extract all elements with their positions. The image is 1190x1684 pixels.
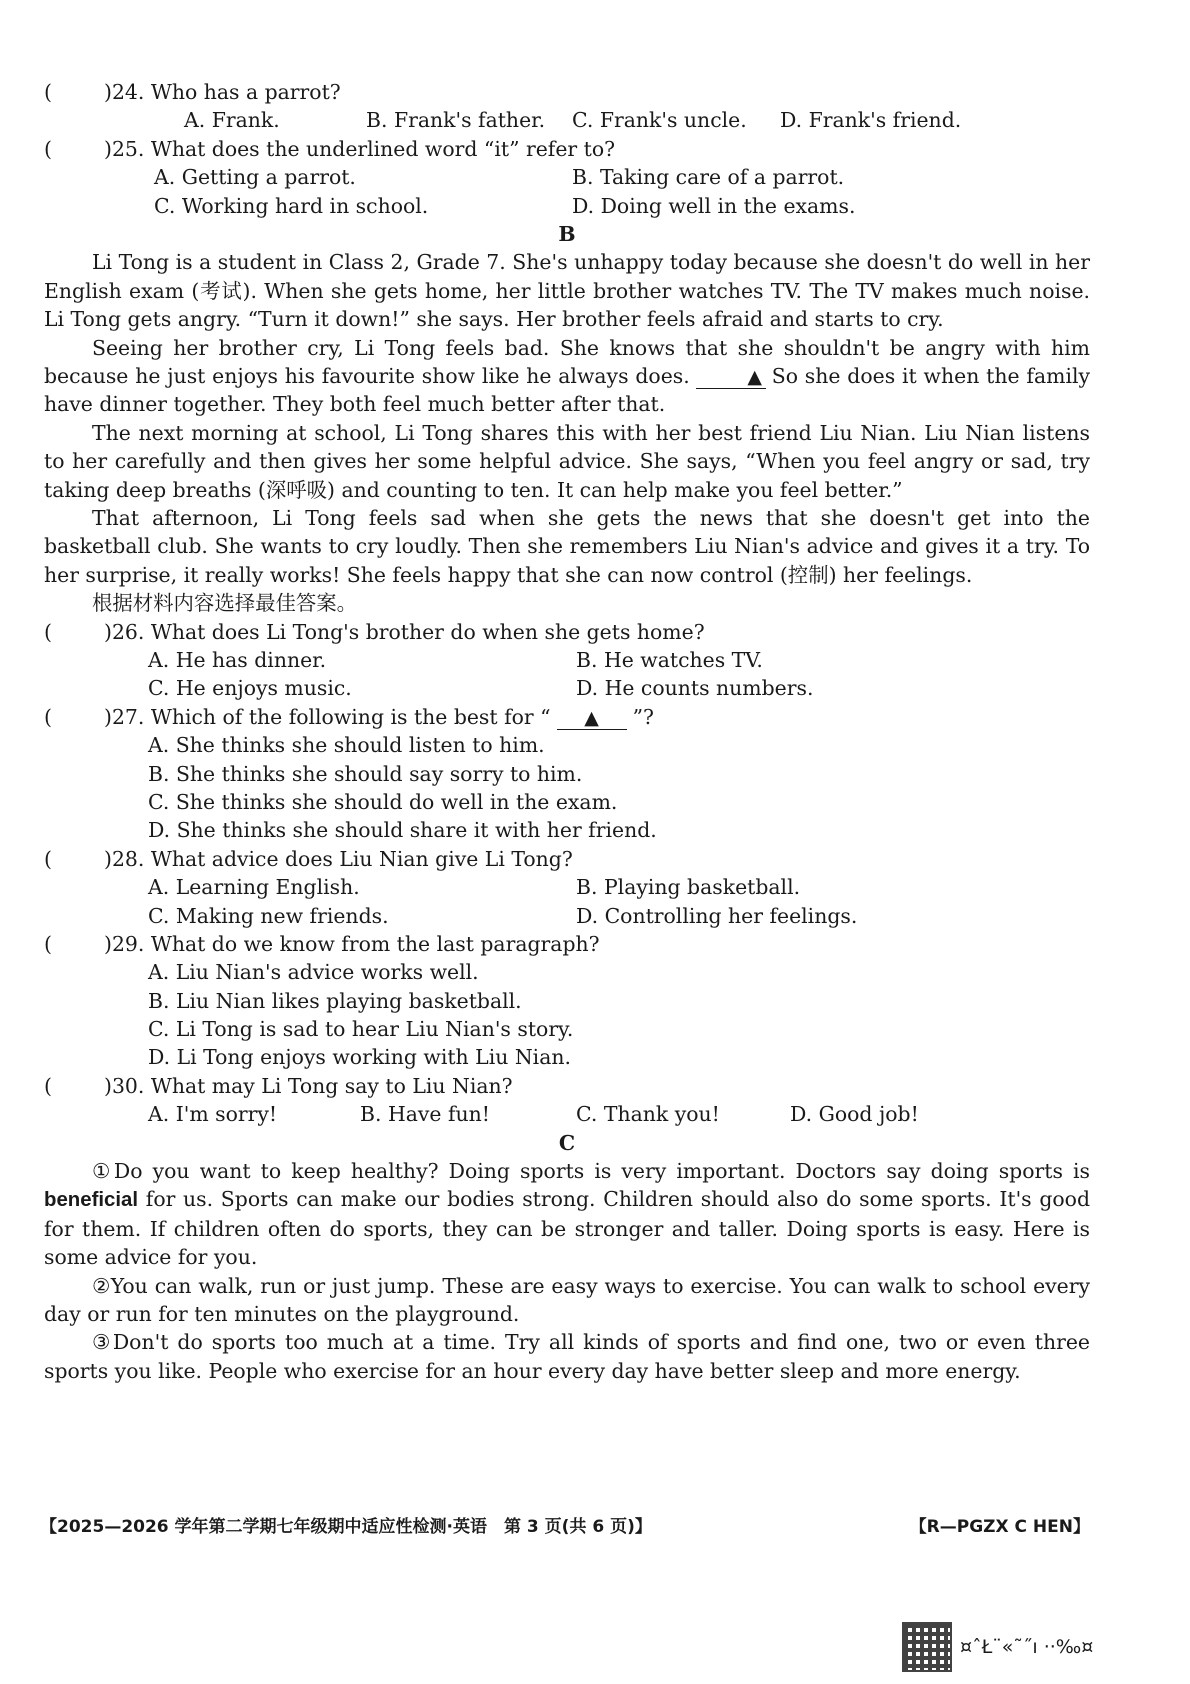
option-d: D. She thinks she should share it with her friend. bbox=[148, 818, 657, 843]
section-heading-b: B bbox=[558, 221, 576, 246]
paragraph-text: ①Do you want to keep healthy? Doing sports is very important. Doctors say doing sports is bbox=[92, 1159, 1090, 1184]
option-d: D. Good job! bbox=[790, 1102, 919, 1127]
footer-code: 【R—PGZX C HEN】 bbox=[909, 1517, 1090, 1537]
option-c: C. Working hard in school. bbox=[154, 193, 429, 218]
footer-title: 【2025—2026 学年第二学期七年级期中适应性检测·英语 第 3 页(共 6 页)】 bbox=[40, 1517, 652, 1537]
option-a: A. Learning English. bbox=[148, 875, 360, 900]
options-24 bbox=[44, 106, 1090, 134]
option-b: B. He watches TV. bbox=[576, 648, 763, 672]
passage-b-paragraph-1: Li Tong is a student in Class 2, Grade 7. She's unhappy today because she doesn't do well in her English exam (考试). When she gets home, her little brother watches TV. The TV makes much noise. Li Tong gets angry. “Turn it down!” she says. Her brother feels afraid and starts to cry. bbox=[44, 250, 1090, 332]
question-28 bbox=[44, 845, 1090, 873]
question-stem: )26. What does Li Tong's brother do when she gets home? bbox=[104, 619, 705, 644]
question-stem: )28. What advice does Liu Nian give Li Tong? bbox=[104, 846, 573, 871]
option-b: B. She thinks she should say sorry to him. bbox=[148, 761, 583, 786]
option-c: C. She thinks she should do well in the exam. bbox=[148, 789, 618, 814]
answer-paren[interactable]: ( bbox=[44, 931, 52, 956]
option-b: B. Playing basketball. bbox=[576, 875, 801, 900]
passage-c-paragraph-3: ③Don't do sports too much at a time. Try all kinds of sports and find one, two or even three sports you like. People who exercise for an hour every day have better sleep and more energy. bbox=[44, 1330, 1090, 1383]
question-25 bbox=[44, 135, 1090, 163]
option-c: C. Li Tong is sad to hear Liu Nian's story. bbox=[148, 1017, 574, 1042]
answer-paren[interactable]: ( bbox=[44, 619, 52, 644]
passage-b-paragraph-4: That afternoon, Li Tong feels sad when she gets the news that she doesn't get into the basketball club. She wants to cry loudly. Then she remembers Liu Nian's advice and gives it a try. To her surprise, it really works! She feels happy that she can now control (控制) her feelings. bbox=[44, 506, 1090, 587]
options-25-row2 bbox=[44, 192, 1090, 220]
passage-c-paragraph-2: ②You can walk, run or just jump. These are easy ways to exercise. You can walk to school every day or run for ten minutes on the playground. bbox=[44, 1273, 1090, 1327]
option-d: D. Frank's friend. bbox=[780, 108, 962, 133]
option-a: A. Liu Nian's advice works well. bbox=[148, 960, 479, 985]
passage-c-paragraph-1 bbox=[44, 1157, 1090, 1272]
paragraph-text: for us. Sports can make our bodies strong. Children should also do some sports. It's good for them. If children often do sports, they can be stronger and taller. Doing sports is easy. Here is some advice for you. bbox=[44, 1187, 1091, 1270]
option-a: A. Getting a parrot. bbox=[154, 165, 356, 190]
answer-paren[interactable]: ( bbox=[44, 704, 52, 729]
option-b: B. Taking care of a parrot. bbox=[572, 165, 845, 190]
option-a: A. Frank. bbox=[184, 108, 280, 133]
option-c: C. Making new friends. bbox=[148, 903, 389, 928]
paragraph-text: So she does it when the family have dinner together. They both feel much better after that. bbox=[44, 363, 1091, 417]
option-b: B. Liu Nian likes playing basketball. bbox=[148, 988, 522, 1013]
option-c: C. Frank's uncle. bbox=[572, 108, 747, 133]
answer-paren[interactable]: ( bbox=[44, 1073, 52, 1098]
question-29 bbox=[44, 930, 1090, 958]
stem-text: )27. Which of the following is the best for “ bbox=[104, 704, 551, 729]
question-stem: )24. Who has a parrot? bbox=[104, 80, 341, 104]
bold-word: beneficial bbox=[44, 1189, 139, 1212]
options-26-row1 bbox=[44, 646, 1090, 674]
answer-paren[interactable]: ( bbox=[44, 80, 52, 104]
options-28-row2 bbox=[44, 902, 1090, 930]
question-27 bbox=[44, 703, 1090, 731]
option-a: A. She thinks she should listen to him. bbox=[148, 733, 545, 758]
triangle-icon: ▲ bbox=[584, 706, 599, 729]
option-d: D. Controlling her feelings. bbox=[576, 903, 858, 928]
option-d: D. Li Tong enjoys working with Liu Nian. bbox=[148, 1045, 571, 1070]
triangle-icon: ▲ bbox=[747, 365, 763, 388]
options-25-row1 bbox=[44, 163, 1090, 191]
question-30 bbox=[44, 1072, 1090, 1100]
question-stem: )25. What does the underlined word “it” refer to? bbox=[104, 136, 616, 161]
option-b: B. Frank's father. bbox=[366, 108, 546, 133]
blank-line bbox=[696, 365, 766, 389]
option-a: A. He has dinner. bbox=[148, 648, 327, 672]
page-footer bbox=[40, 1512, 1090, 1542]
exam-page bbox=[44, 78, 1090, 1385]
instruction: 根据材料内容选择最佳答案。 bbox=[92, 591, 358, 616]
answer-paren[interactable]: ( bbox=[44, 846, 52, 871]
passage-b-paragraph-3: The next morning at school, Li Tong shares this with her best friend Liu Nian. Liu Nian listens to her carefully and then gives her some helpful advice. She says, “When you feel angry or sad, try taking deep breaths (深呼吸) and counting to ten. It can help make you feel better.” bbox=[44, 420, 1090, 502]
options-28-row1 bbox=[44, 873, 1090, 901]
stem-text: ”? bbox=[632, 704, 654, 729]
question-stem: )30. What may Li Tong say to Liu Nian? bbox=[104, 1073, 513, 1098]
option-d: D. He counts numbers. bbox=[576, 676, 814, 701]
option-b: B. Have fun! bbox=[360, 1102, 490, 1127]
scanner-watermark: ¤ˆŁ¨«˜˝ı ··‰¤ bbox=[960, 1636, 1094, 1658]
blank-line bbox=[557, 706, 627, 730]
qr-code-icon bbox=[902, 1622, 952, 1672]
options-26-row2 bbox=[44, 674, 1090, 702]
option-c: C. He enjoys music. bbox=[148, 676, 352, 701]
passage-b-paragraph-2 bbox=[44, 334, 1090, 419]
section-heading-c: C bbox=[558, 1130, 576, 1155]
answer-paren[interactable]: ( bbox=[44, 136, 52, 161]
question-26 bbox=[44, 618, 1090, 646]
option-c: C. Thank you! bbox=[576, 1102, 720, 1127]
question-24 bbox=[44, 78, 1090, 106]
question-stem bbox=[104, 703, 654, 731]
option-a: A. I'm sorry! bbox=[148, 1102, 278, 1127]
options-30 bbox=[44, 1100, 1090, 1128]
question-stem: )29. What do we know from the last paragraph? bbox=[104, 931, 600, 956]
option-d: D. Doing well in the exams. bbox=[572, 193, 856, 218]
paragraph-text: Seeing her brother cry, Li Tong feels bad. She knows that she shouldn't be angry with him because he just enjoys his favourite show like he always does. bbox=[44, 335, 1090, 388]
